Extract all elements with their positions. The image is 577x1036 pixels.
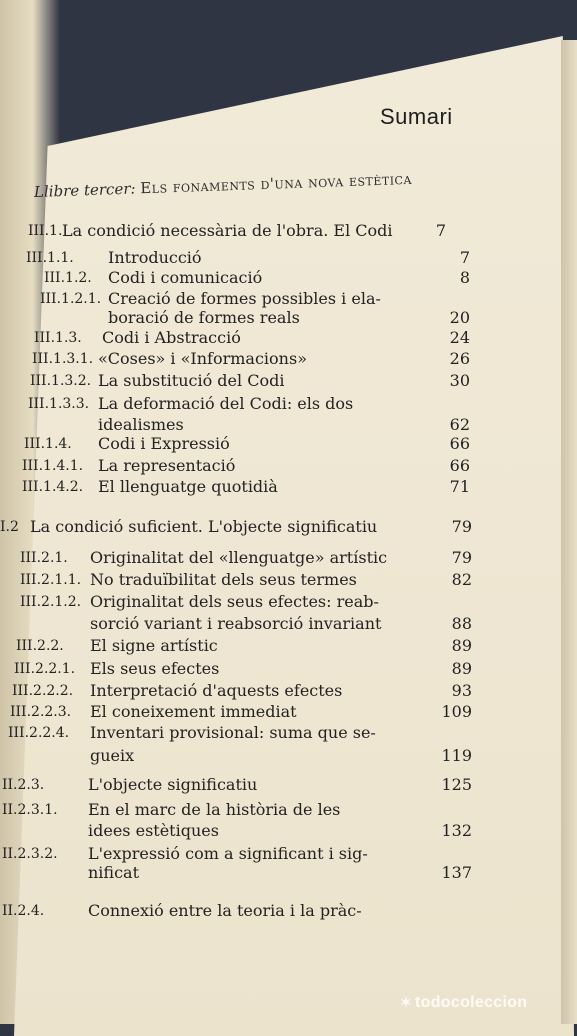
toc-row: III.1.1. Introducció 7 [26,248,470,267]
toc-row: III.2.1.1. No traduïbilitat dels seus termes 82 [20,570,472,589]
toc-row: idees estètiques 132 [88,821,472,840]
toc-row: III.1.3.2. La substitució del Codi 30 [30,371,470,390]
toc-row: III.2.2. El signe artístic 89 [16,636,472,655]
toc-row: III.1. La condició necessària de l'obra. El Codi 7 [28,221,446,240]
toc-row: III.2.1. Originalitat del «llenguatge» artístic 79 [20,548,472,567]
toc-row: III.1.3.1. «Coses» i «Informacions» 26 [32,349,470,368]
page-title: Sumari [380,104,453,129]
toc-row: sorció variant i reabsorció invariant 88 [90,614,472,633]
toc-row: III.1.3. Codi i Abstracció 24 [34,328,470,347]
toc-row: II.2.3. L'objecte significatiu 125 [2,775,472,794]
watermark-icon: ✶ [400,994,413,1010]
toc-row: III.1.4.2. El llenguatge quotidià 71 [22,477,470,496]
toc-row: III.2.2.1. Els seus efectes 89 [14,659,472,678]
toc-row: II.2.3.1. En el marc de la història de les [2,800,341,819]
toc-row: III.2.1.2. Originalitat dels seus efectes: reab- [20,592,379,611]
toc-row: III.2.2.4. Inventari provisional: suma que se- [8,723,376,742]
toc-row: nificat 137 [88,863,472,882]
toc-row: III.2.2.3. El coneixement immediat 109 [10,702,472,721]
toc-row: III.1.3.3. La deformació del Codi: els dos [28,394,354,413]
book-label: Llibre tercer: [33,179,136,201]
watermark: ✶ todocoleccion [400,994,528,1011]
toc-row: I.2 La condició suficient. L'objecte significatiu 79 [0,517,472,536]
toc-row: III.1.4.1. La representació 66 [22,456,470,475]
toc-row: boració de formes reals 20 [108,308,470,327]
toc-row: III.1.2. Codi i comunicació 8 [44,268,470,287]
toc-row: III.1.4. Codi i Expressió 66 [24,434,470,453]
toc-row: III.1.2.1. Creació de formes possibles i ela- [40,289,381,308]
toc-row: gueix 119 [90,746,472,765]
page-edge [561,40,577,1024]
toc-row: II.2.3.2. L'expressió com a significant i sig- [2,844,368,863]
toc-row: III.2.2.2. Interpretació d'aquests efectes 93 [12,681,472,700]
toc-row: II.2.4. Connexió entre la teoria i la pràc- [2,901,362,920]
book-title: Els fonaments d'una nova estètica [139,169,413,198]
toc-row: idealismes 62 [98,415,470,434]
